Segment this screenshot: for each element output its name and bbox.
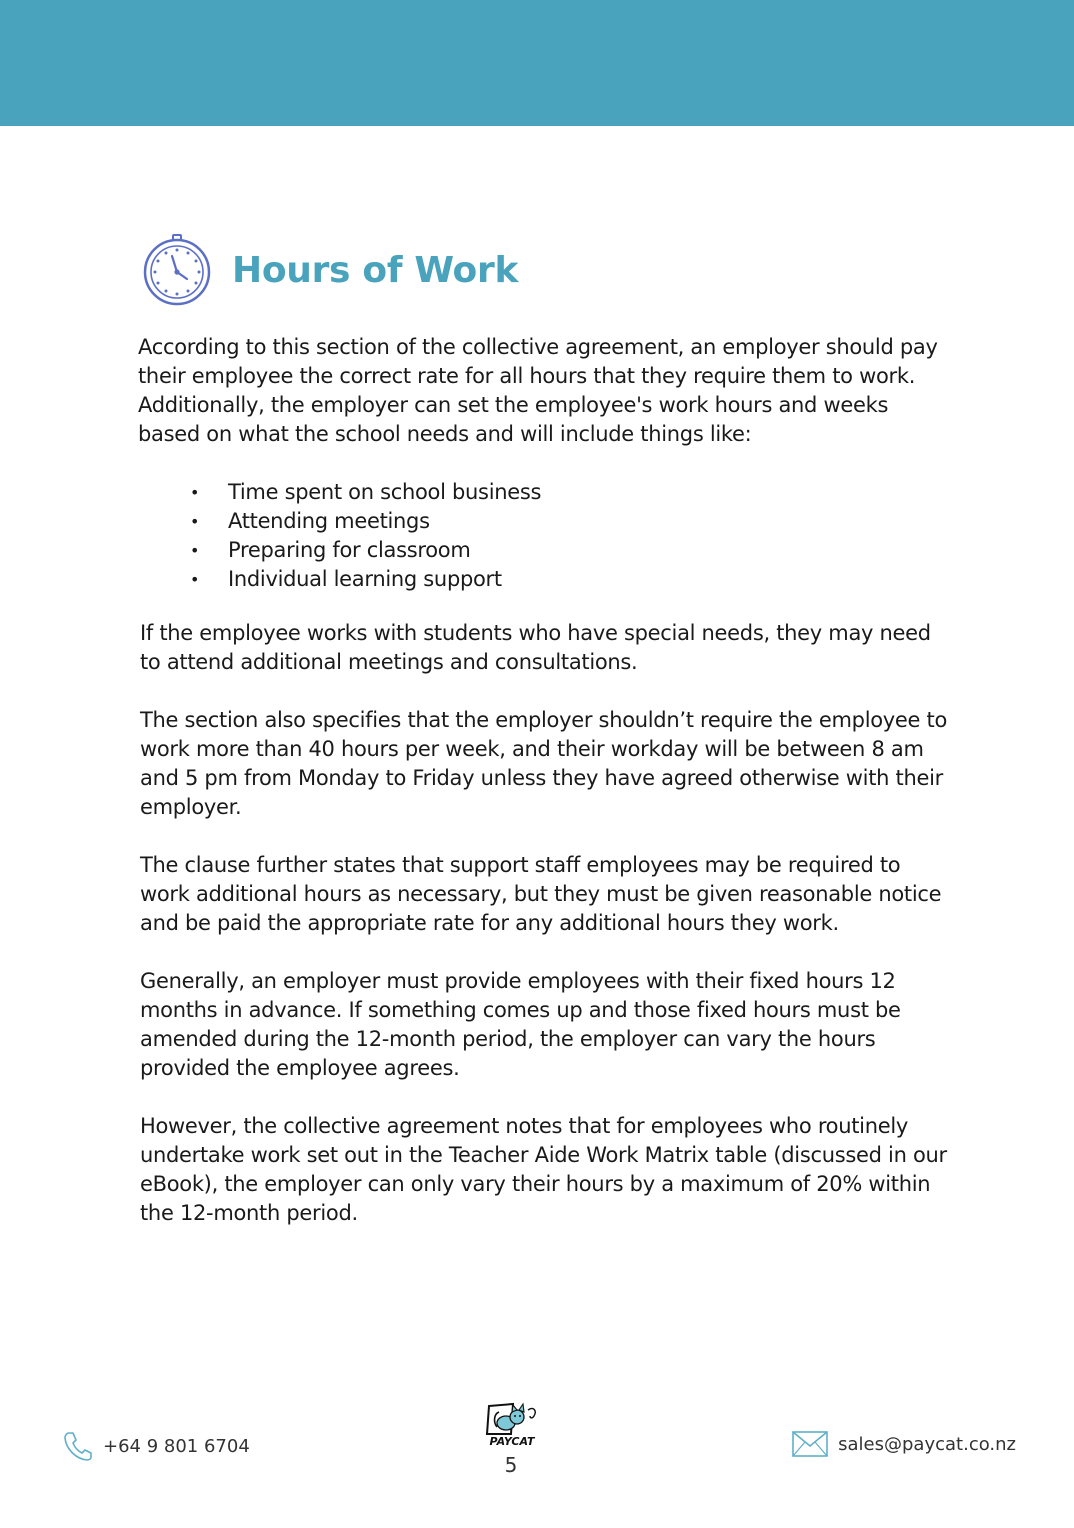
- list-item-text: Attending meetings: [228, 509, 430, 533]
- page-number: 5: [504, 1453, 518, 1477]
- list-item-text: Individual learning support: [228, 567, 502, 591]
- list-item: [190, 507, 948, 536]
- bullet-list: [138, 478, 948, 594]
- list-item-text: Preparing for classroom: [228, 538, 471, 562]
- main-content: [138, 333, 948, 1257]
- body-paragraph: Generally, an employer must provide employees with their fixed hours 12 months in advance. If something comes up and those fixed hours must be amended during the 12-month period, the employer can vary the hours provided the employee agrees.: [140, 969, 901, 1080]
- body-paragraph: However, the collective agreement notes that for employees who routinely undertake work set out in the Teacher Aide Work Matrix table (discussed in our eBook), the employer can only vary their hours by a maximum of 20% within the 12-month period.: [140, 1114, 947, 1225]
- intro-paragraph: According to this section of the collective agreement, an employer should pay their employee the correct rate for all hours that they require them to work. Additionally, the employer can set the employee's work hours and weeks based on what the school needs and will include things like:: [138, 335, 938, 446]
- logo-wordmark: PAYCAT: [489, 1435, 535, 1448]
- bullet-icon: •: [190, 512, 200, 531]
- paycat-logo: [484, 1400, 540, 1448]
- list-item: [190, 478, 948, 507]
- list-item: [190, 565, 948, 594]
- cat-logo-icon: [484, 1400, 540, 1438]
- section-heading: [142, 234, 518, 306]
- email-address: sales@paycat.co.nz: [838, 1433, 1016, 1455]
- footer-email[interactable]: [792, 1431, 1016, 1457]
- page-footer: [0, 1395, 1074, 1485]
- phone-number: +64 9 801 6704: [103, 1435, 250, 1457]
- bullet-icon: •: [190, 541, 200, 560]
- body-paragraph: The section also specifies that the employer shouldn’t require the employee to work more than 40 hours per week, and their workday will be between 8 am and 5 pm from Monday to Friday unless they have agreed otherwise with their employer.: [140, 708, 948, 819]
- body-paragraph: The clause further states that support staff employees may be required to work additional hours as necessary, but they must be given reasonable notice and be paid the appropriate rate for any additional hours they work.: [140, 853, 942, 935]
- header-band: [0, 0, 1074, 126]
- mail-icon: [792, 1431, 828, 1457]
- bullet-icon: •: [190, 483, 200, 502]
- list-item: [190, 536, 948, 565]
- section-title: Hours of Work: [232, 249, 519, 291]
- list-item-text: Time spent on school business: [228, 480, 542, 504]
- body-paragraph: If the employee works with students who have special needs, they may need to attend additional meetings and consultations.: [140, 621, 931, 674]
- bullet-icon: •: [190, 570, 200, 589]
- clock-icon: [142, 234, 212, 306]
